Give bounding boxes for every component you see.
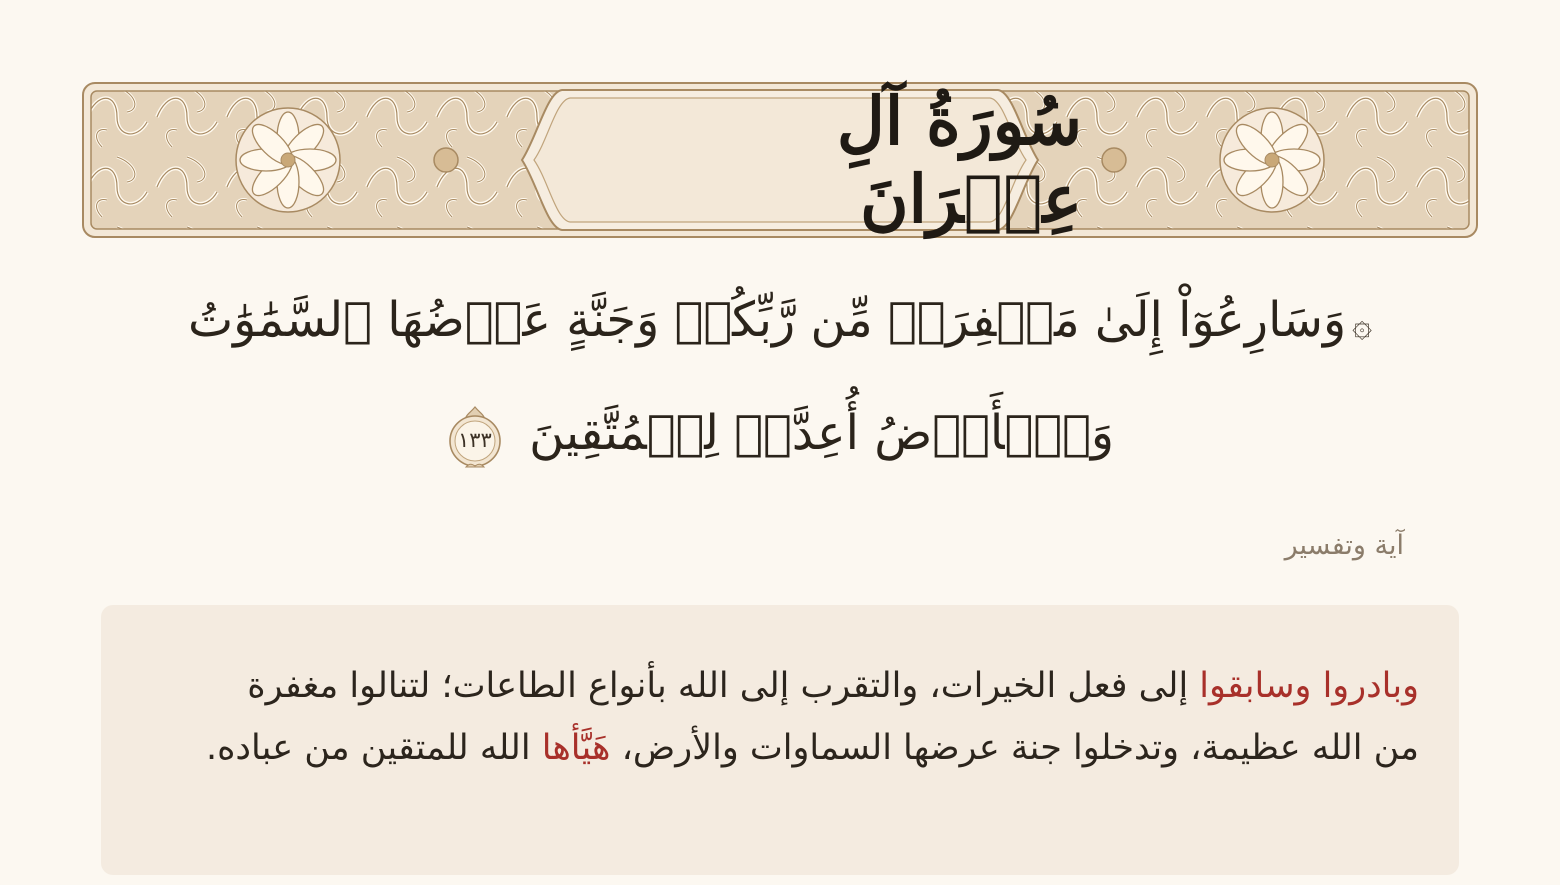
rub-el-hizb-icon: ۞ [1352, 305, 1373, 345]
ayah-end-medallion-icon [446, 405, 504, 469]
verse-text: وَسَارِعُوٓاْ إِلَىٰ مَغۡفِرَةٖ مِّن رَّبِّكُمۡ وَجَنَّةٍ عَرۡضُهَا ٱلسَّمَٰوَٰتُ وَٱلۡأَرۡضُ أُعِدَّتۡ لِلۡمُتَّقِينَ [187, 292, 1347, 461]
tafsir-segment: الله للمتقين من عباده. [205, 728, 542, 768]
tafsir-card [101, 605, 1459, 875]
tafsir-highlight: هَيَّأها [541, 728, 611, 768]
quran-verse [120, 266, 1440, 487]
tafsir-text [199, 655, 1419, 779]
tafsir-highlight: وبادروا وسابقوا [1199, 666, 1419, 706]
surah-header-banner [82, 82, 1478, 238]
ayah-number: ١٣٣ [457, 427, 492, 452]
left-rosette-icon [236, 108, 340, 212]
section-label: آية وتفسير [1284, 530, 1404, 561]
right-rosette-icon [1220, 108, 1324, 212]
surah-title: سُورَةُ آلِ عِمۡرَانَ [836, 82, 1082, 238]
tafsir-segment: إلى فعل الخيرات، والتقرب إلى الله بأنواع الطاعات؛ لتنالوا مغفرة من الله عظيمة، وتدخلوا جنة عرضها السماوات والأرض، [247, 666, 1419, 768]
